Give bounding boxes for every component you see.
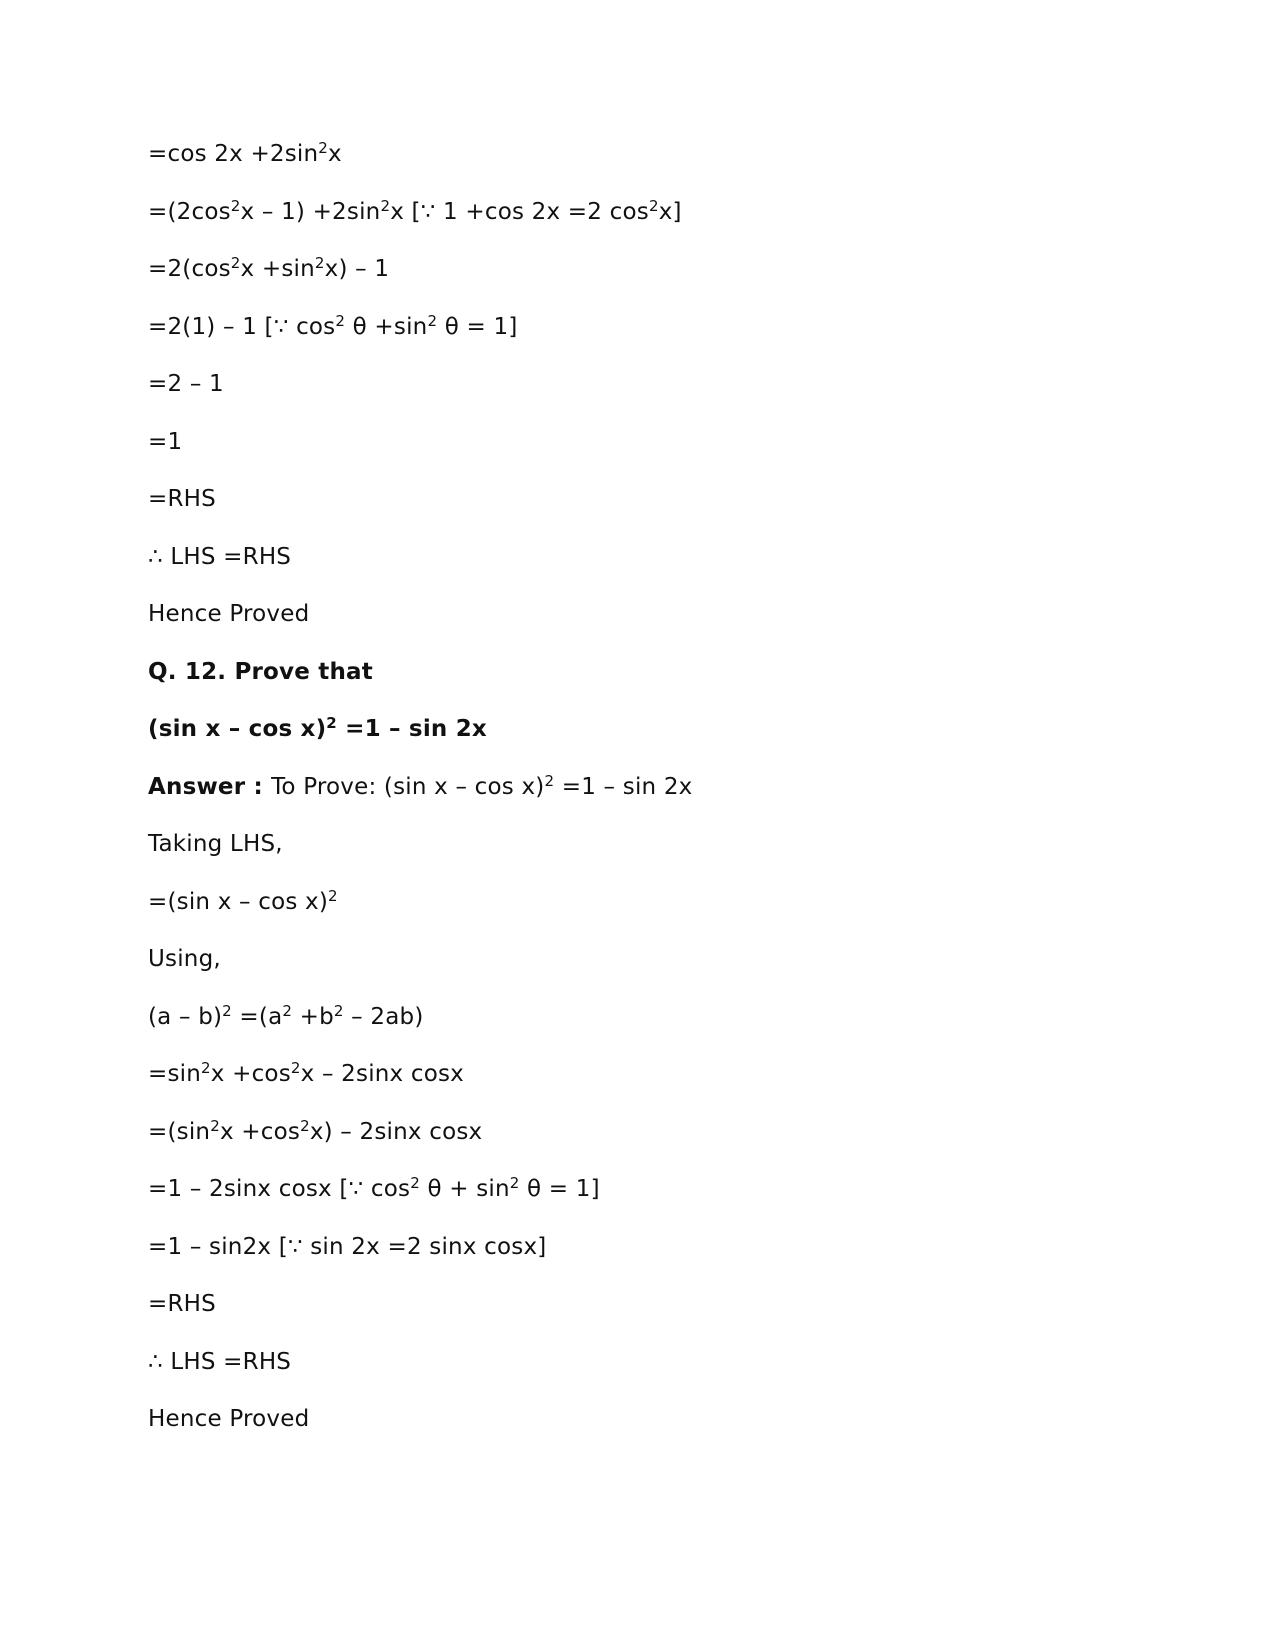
proof-line: $(a - b)^2 =(a^2 +b^2 - 2ab)$ [148, 1001, 424, 1030]
superscript: 2 [222, 1001, 232, 1020]
document-page [148, 138, 1148, 1461]
superscript: 2 [326, 714, 337, 732]
superscript: 2 [201, 1059, 211, 1077]
proof-line: =cos $2x +2\sin^2x$ [148, 139, 342, 167]
superscript: 2 [210, 1116, 220, 1135]
superscript: 2 [335, 311, 346, 330]
proof-line: =RHS [148, 486, 216, 512]
superscript: 2 [300, 1116, 310, 1135]
proof-line: $=2(\cos^2x +\sin^2x) - 1$ [148, 254, 390, 282]
superscript: 2 [230, 254, 241, 272]
proof-line: =(sin x – cos x)$^2$ [148, 886, 338, 915]
answer-text: To Prove: (sin x – cos x)$^2$ =1 – sin 2x [271, 771, 693, 800]
question-statement: (sin x – cos x)$^2$ =1 – sin 2x [148, 714, 487, 742]
proof-line: Using, [148, 946, 221, 972]
superscript: 2 [648, 196, 659, 215]
superscript: 2 [282, 1001, 293, 1020]
proof-line: =1 – sin2x [∵ sin 2x =2 sinx cosx] [148, 1233, 547, 1260]
proof-line: $=\sin^2x +\cos^2x - 2\sin x$ cosx [148, 1059, 464, 1087]
proof-line: Taking LHS, [148, 831, 283, 857]
proof-conclusion: ∴ LHS =RHS [148, 543, 292, 570]
superscript: 2 [509, 1174, 520, 1192]
superscript: 2 [328, 886, 338, 905]
superscript: 2 [544, 771, 555, 790]
superscript: 2 [318, 139, 329, 157]
superscript: 2 [333, 1001, 344, 1020]
superscript: 2 [427, 311, 438, 330]
question-heading: Q. 12. Prove that [148, 658, 373, 685]
superscript: 2 [314, 254, 325, 272]
superscript: 2 [290, 1059, 301, 1077]
proof-conclusion: ∴ LHS =RHS [148, 1348, 292, 1375]
answer-line [148, 771, 1148, 803]
proof-line: $=(\sin^2x +\cos^2x) - 2\sin x$ cosx [148, 1116, 483, 1145]
proof-line: =1 [148, 428, 183, 455]
proof-line: =1 – 2sinx cosx [∵ $\cos^2 \theta + \sin^2 \theta = 1$] [148, 1174, 600, 1202]
proof-line: $=(2\cos^2x - 1) +2\sin^2x$ [∵ 1 +cos 2x =2 $\cos^2x$] [148, 196, 682, 225]
proof-line: =RHS [148, 1291, 216, 1317]
proof-line: =2 – 1 [148, 371, 224, 397]
superscript: 2 [380, 196, 391, 215]
hence-proved: Hence Proved [148, 601, 310, 627]
answer-label: Answer : [148, 773, 272, 800]
proof-line: =2(1) – 1 [∵ $\cos^2 \theta +\sin^2$ θ = 1] [148, 311, 518, 340]
superscript: 2 [230, 196, 241, 215]
superscript: 2 [410, 1174, 420, 1192]
hence-proved: Hence Proved [148, 1406, 310, 1432]
